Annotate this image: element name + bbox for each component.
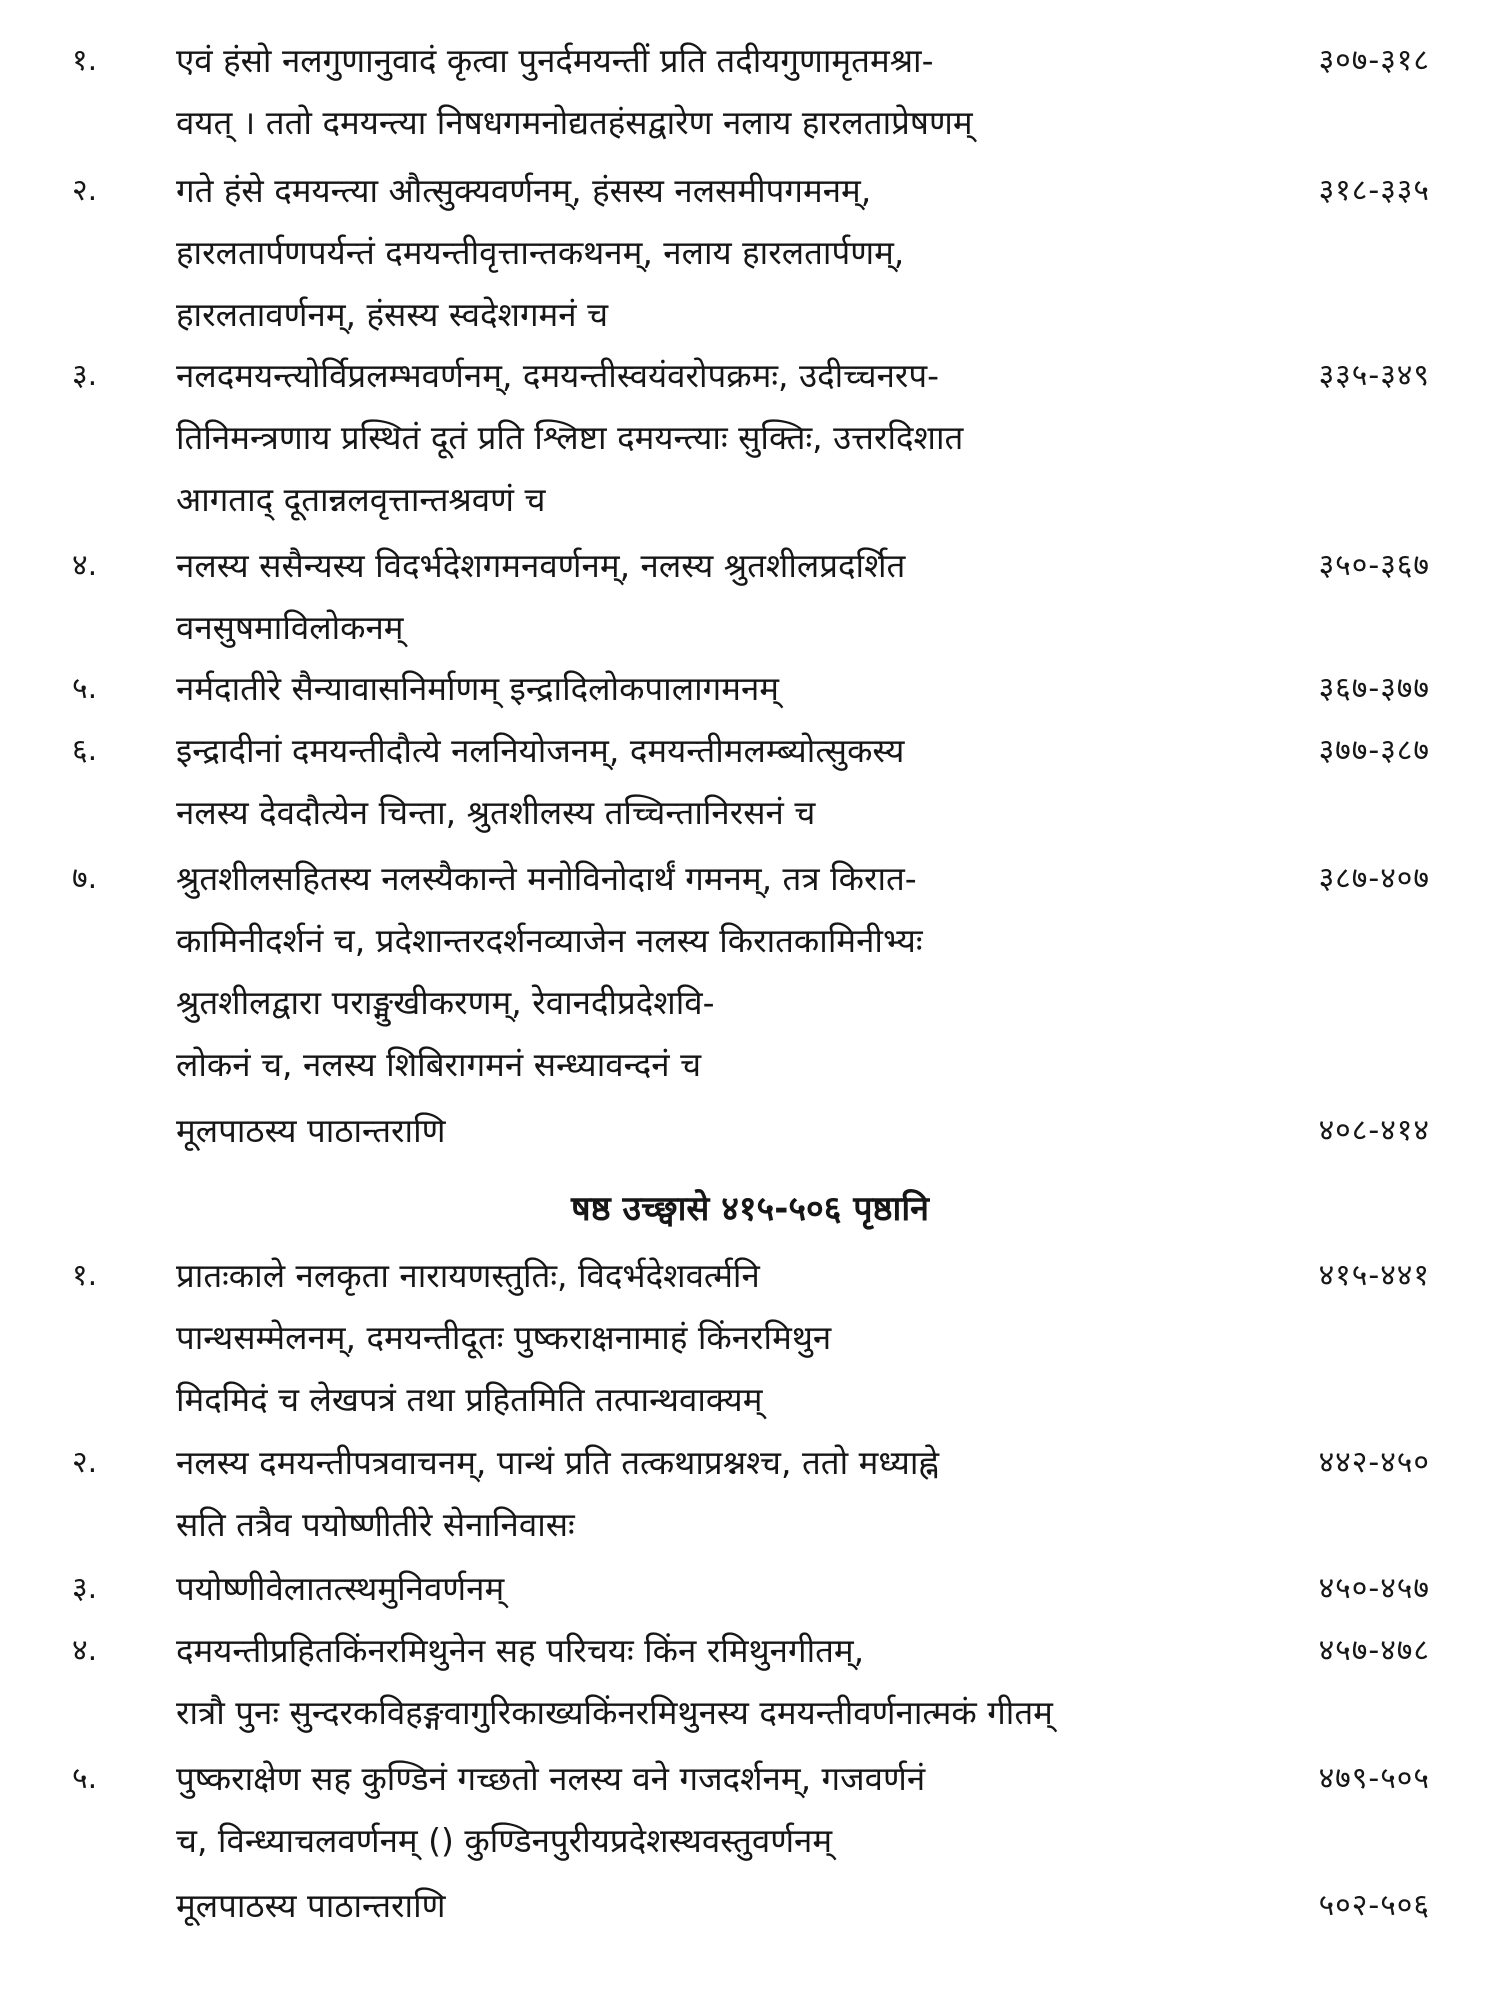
entry-line: नलस्य देवदौत्येन चिन्ता, श्रुतशीलस्य तच्चिन्तानिरसनं च [176, 793, 816, 832]
entry-text [176, 848, 1256, 1096]
entry-text [176, 1432, 1256, 1556]
entry-line: रात्रौ पुनः सुन्दरकविहङ्गवागुरिकाख्यकिंनरमिथुनस्य दमयन्तीवर्णनात्मकं गीतम् [176, 1693, 1053, 1732]
entry-line: प्रातःकाले नलकृता नारायणस्तुतिः, विदर्भदेशवर्त्मनि [176, 1256, 760, 1295]
page-range: ४७९-५०५ [1318, 1761, 1430, 1796]
page-range: ३१८-३३५ [1318, 173, 1430, 208]
page-range: ४५७-४७८ [1318, 1633, 1430, 1668]
entry-number: ५. [72, 671, 98, 706]
page-range: ४०८-४१४ [1318, 1113, 1430, 1148]
entry-number: ६. [72, 733, 98, 768]
entry-line: दमयन्तीप्रहितकिंनरमिथुनेन सह परिचयः किंन रमिथुनगीतम्, [176, 1631, 865, 1670]
entry-text [176, 30, 1256, 154]
page-range: ५०२-५०६ [1318, 1888, 1430, 1923]
entry-number: ५. [72, 1761, 98, 1796]
entry-line: नलस्य ससैन्यस्य विदर्भदेशगमनवर्णनम्, नलस्य श्रुतशीलप्रदर्शित [176, 546, 906, 585]
page-range: ३८७-४०७ [1318, 861, 1430, 896]
entry-text [176, 160, 1256, 346]
entry-line: नलदमयन्त्योर्विप्रलम्भवर्णनम्, दमयन्तीस्वयंवरोपक्रमः, उदीच्चनरप- [176, 356, 940, 395]
entry-line: च, विन्ध्याचलवर्णनम् () कुण्डिनपुरीयप्रदेशस्थवस्तुवर्णनम् [176, 1821, 833, 1860]
page-range: ४४२-४५० [1318, 1445, 1430, 1480]
page-range: ३३५-३४९ [1318, 358, 1430, 393]
entry-line: नर्मदातीरे सैन्यावासनिर्माणम् इन्द्रादिलोकपालागमनम् [176, 669, 780, 708]
entry-text [176, 1245, 1256, 1431]
entry-line: एवं हंसो नलगुणानुवादं कृत्वा पुनर्दमयन्तीं प्रति तदीयगुणामृतमश्रा- [176, 41, 934, 80]
page-range: ३७७-३८७ [1318, 733, 1430, 768]
entry-number: ३. [72, 1571, 98, 1606]
page-range: ४५०-४५७ [1318, 1571, 1430, 1606]
entry-number: २. [72, 173, 98, 208]
entry-line: कामिनीदर्शनं च, प्रदेशान्तरदर्शनव्याजेन नलस्य किरातकामिनीभ्यः [176, 921, 923, 960]
entry-text [176, 345, 1256, 531]
entry-text [176, 720, 1256, 844]
entry-line: वयत् । ततो दमयन्त्या निषधगमनोद्यतहंसद्वारेण नलाय हारलताप्रेषणम् [176, 103, 973, 142]
entry-text [176, 1875, 1256, 1937]
entry-line: हारलतार्पणपर्यन्तं दमयन्तीवृत्तान्तकथनम्, नलाय हारलतार्पणम्, [176, 233, 905, 272]
entry-text [176, 535, 1256, 659]
entry-line: श्रुतशीलसहितस्य नलस्यैकान्ते मनोविनोदार्थं गमनम्, तत्र किरात- [176, 859, 917, 898]
section-heading: षष्ठ उच्छ्वासे ४१५-५०६ पृष्ठानि [570, 1189, 930, 1229]
entry-number: १. [72, 43, 98, 78]
entry-number: ४. [72, 1633, 98, 1668]
entry-text [176, 1748, 1256, 1872]
entry-text [176, 1558, 1256, 1620]
entry-line: आगताद् दूतान्नलवृत्तान्तश्रवणं च [176, 480, 546, 519]
page-range: ४१५-४४१ [1318, 1258, 1430, 1293]
entry-number: ४. [72, 548, 98, 583]
entry-line: इन्द्रादीनां दमयन्तीदौत्ये नलनियोजनम्, दमयन्तीमलम्ब्योत्सुकस्य [176, 731, 905, 770]
entry-line: लोकनं च, नलस्य शिबिरागमनं सन्ध्यावन्दनं च [176, 1045, 702, 1084]
page-range: ३०७-३१८ [1318, 43, 1430, 78]
entry-text [176, 1620, 1256, 1744]
entry-number: २. [72, 1445, 98, 1480]
entry-line: पयोष्णीवेलातत्स्थमुनिवर्णनम् [176, 1569, 505, 1608]
entry-number: ३. [72, 358, 98, 393]
page-range: ३५०-३६७ [1318, 548, 1430, 583]
entry-number: ७. [72, 861, 98, 896]
entry-line: सति तत्रैव पयोष्णीतीरे सेनानिवासः [176, 1505, 575, 1544]
entry-line: मिदमिदं च लेखपत्रं तथा प्रहितमिति तत्पान्थवाक्यम् [176, 1380, 763, 1419]
entry-line: हारलतावर्णनम्, हंसस्य स्वदेशगमनं च [176, 295, 609, 334]
entry-line: पुष्कराक्षेण सह कुण्डिनं गच्छतो नलस्य वने गजदर्शनम्, गजवर्णनं [176, 1759, 926, 1798]
entry-number: १. [72, 1258, 98, 1293]
entry-line: वनसुषमाविलोकनम् [176, 608, 404, 647]
entry-line: पान्थसम्मेलनम्, दमयन्तीदूतः पुष्कराक्षनामाहं किंनरमिथुन [176, 1318, 832, 1357]
page-range: ३६७-३७७ [1318, 671, 1430, 706]
entry-line: मूलपाठस्य पाठान्तराणि [176, 1886, 446, 1925]
entry-line: श्रुतशीलद्वारा पराङ्मुखीकरणम्, रेवानदीप्रदेशवि- [176, 983, 715, 1022]
entry-line: नलस्य दमयन्तीपत्रवाचनम्, पान्थं प्रति तत्कथाप्रश्नश्च, ततो मध्याह्ने [176, 1443, 939, 1482]
entry-text [176, 1100, 1256, 1162]
entry-line: मूलपाठस्य पाठान्तराणि [176, 1111, 446, 1150]
entry-text [176, 658, 1256, 720]
entry-line: तिनिमन्त्रणाय प्रस्थितं दूतं प्रति श्लिष्टा दमयन्त्याः सुक्तिः, उत्तरदिशात [176, 418, 964, 457]
entry-line: गते हंसे दमयन्त्या औत्सुक्यवर्णनम्, हंसस्य नलसमीपगमनम्, [176, 171, 872, 210]
